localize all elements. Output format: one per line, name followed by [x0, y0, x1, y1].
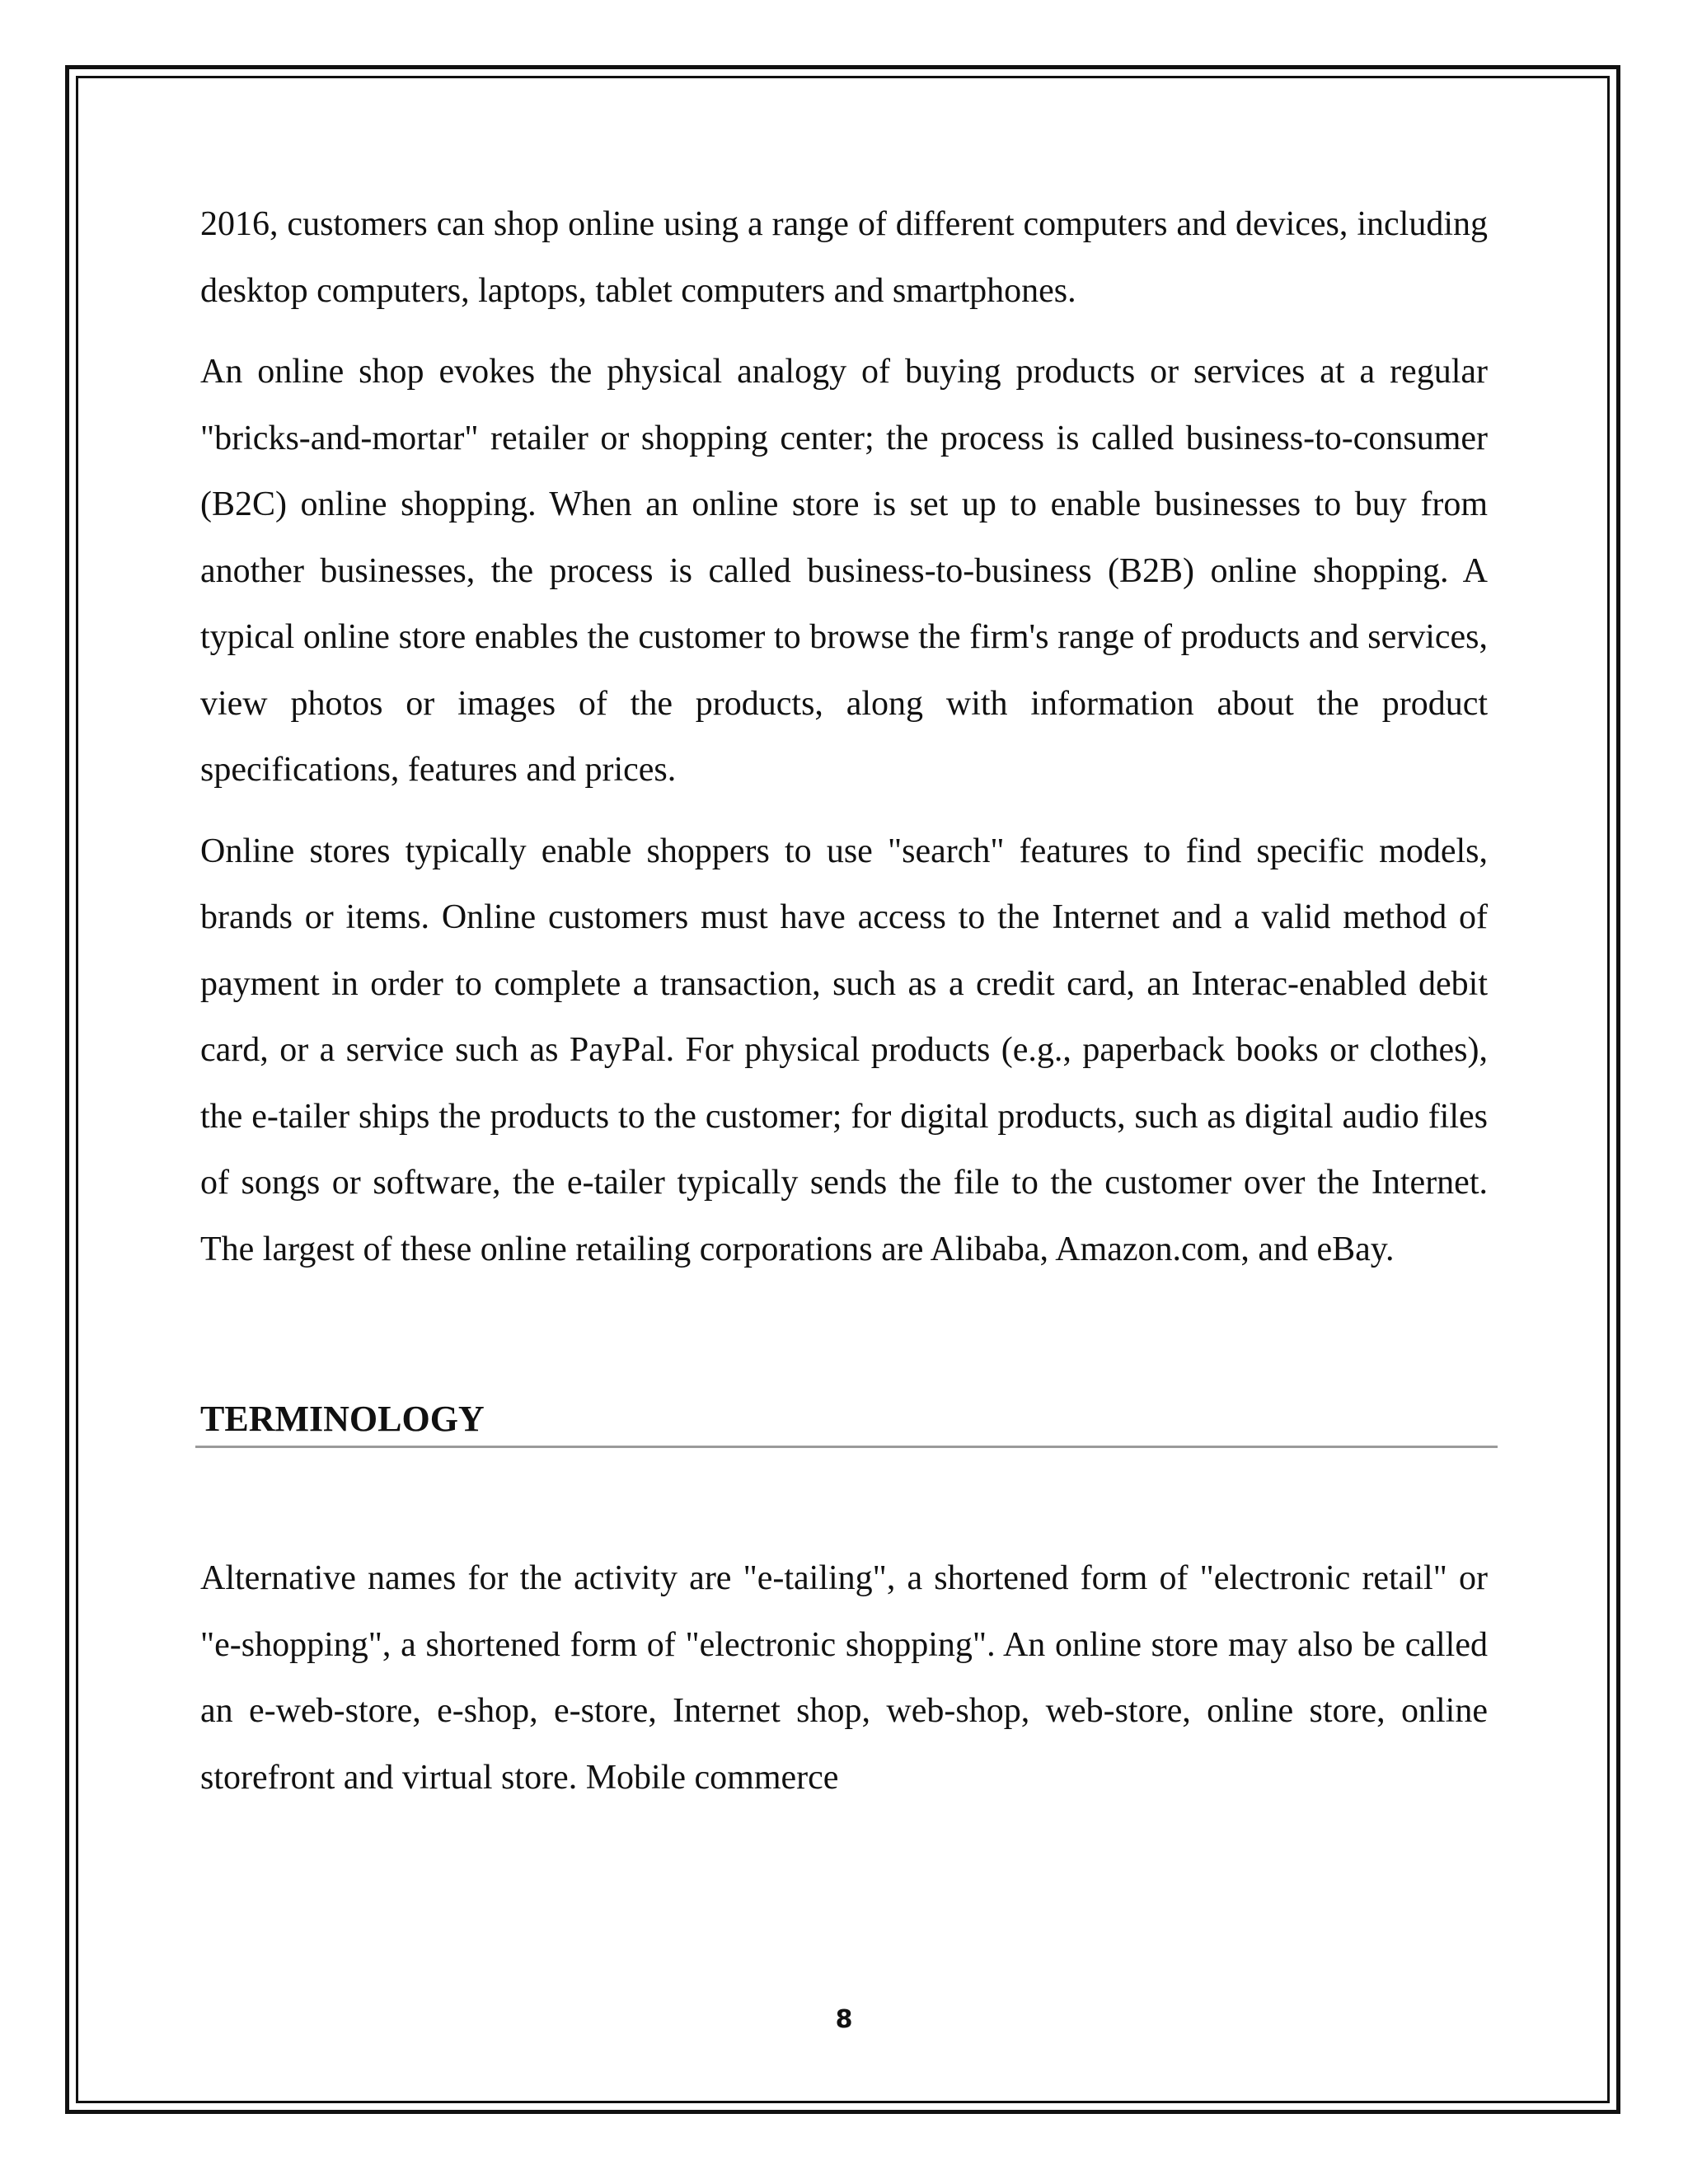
- section-heading-block: [200, 1398, 1488, 1448]
- page-content: [200, 191, 1488, 1825]
- paragraph-online-shop: An online shop evokes the physical analogy of buying products or services at a regular "bricks-and-mortar" retailer or shopping center; the process is called business-to-consumer (B2C) online shopping. When an online store is set up to enable businesses to buy from another businesses, the process is called business-to-business (B2B) online shopping. A typical online store enables the customer to browse the firm's range of products and services, view photos or images of the products, along with information about the product specifications, features and prices.: [200, 353, 1488, 789]
- section-heading: TERMINOLOGY: [200, 1399, 485, 1439]
- paragraph-terminology: Alternative names for the activity are "e-tailing", a shortened form of "electronic retail" or "e-shopping", a shortened form of "electronic shopping". An online store may also be called an e-web-store, e-shop, e-store, Internet shop, web-shop, web-store, online store, online storefront and virtual store. Mobile commerce: [200, 1559, 1488, 1797]
- heading-underline: [195, 1446, 1498, 1448]
- page-number: 8: [835, 2005, 853, 2034]
- paragraph-online-stores: Online stores typically enable shoppers to use "search" features to find specific models, brands or items. Online customers must have access to the Internet and a valid method of payment in order to complete a transaction, such as a credit card, an Interac-enabled debit card, or a service such as PayPal. For physical products (e.g., paperback books or clothes), the e-tailer ships the products to the customer; for digital products, such as digital audio files of songs or software, the e-tailer typically sends the file to the customer over the Internet. The largest of these online retailing corporations are Alibaba, Amazon.com, and eBay.: [200, 832, 1488, 1268]
- paragraph-devices: 2016, customers can shop online using a range of different computers and devices, including desktop computers, laptops, tablet computers and smartphones.: [200, 205, 1488, 310]
